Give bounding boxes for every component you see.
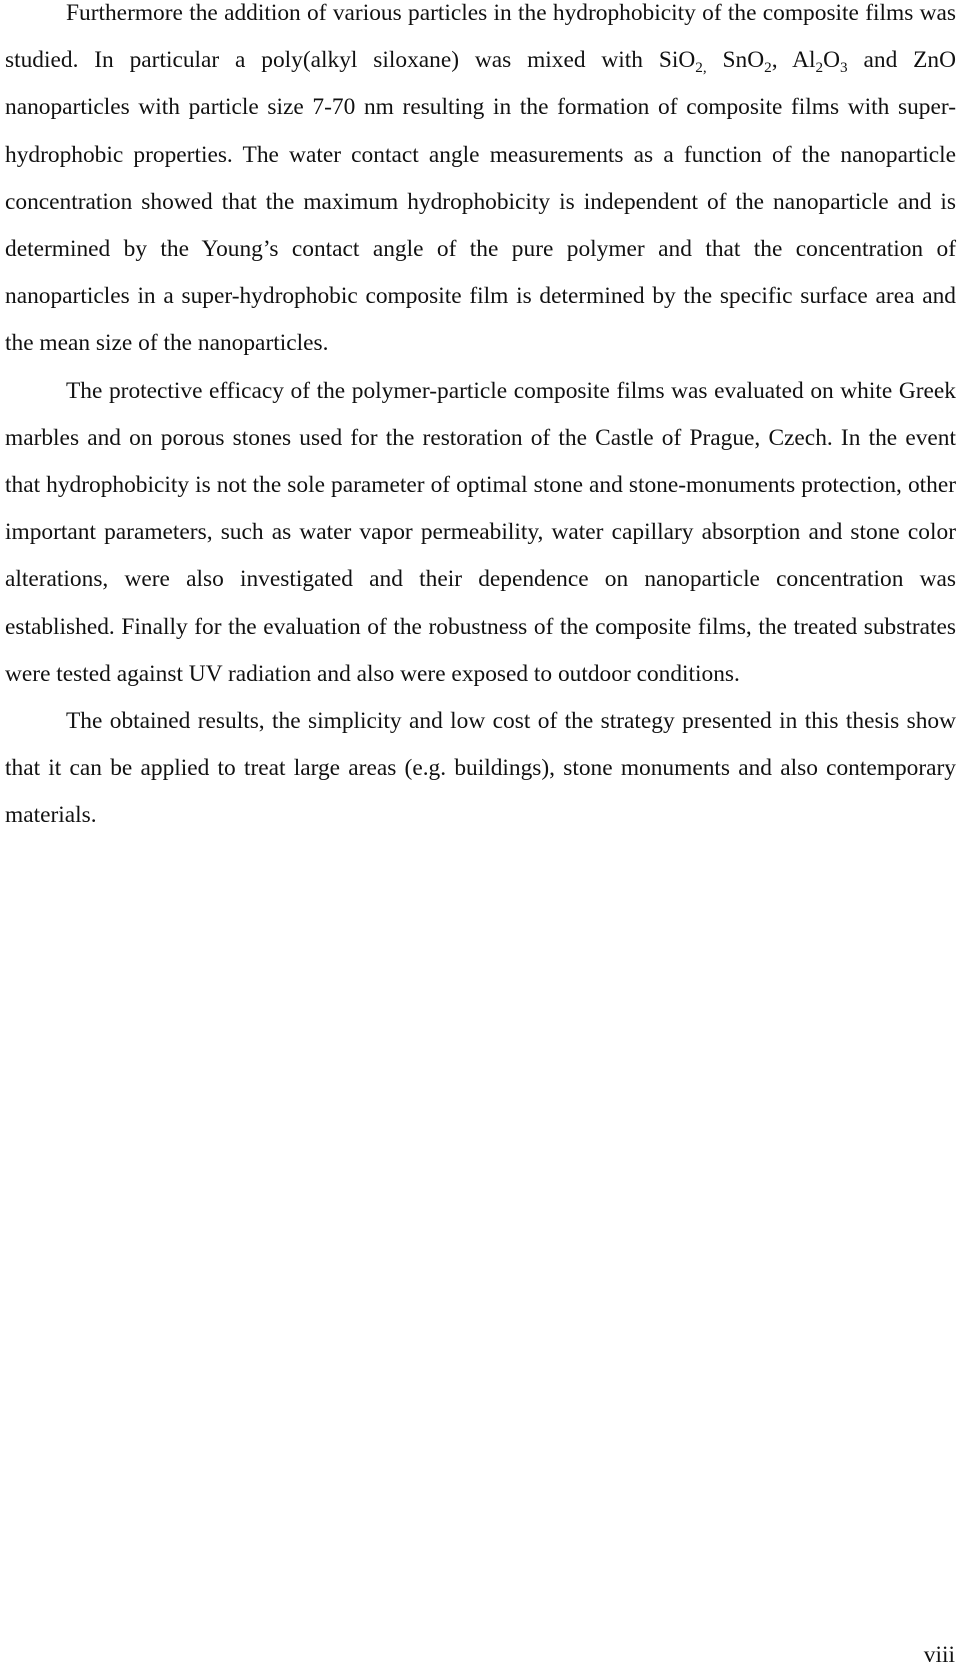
paragraph-1-text-b: and ZnO nanoparticles with particle size 7-70 nm resulting in the formation of composite films with super-hydrophobic properties. The water contact angle measurements as a function of the nanoparticle concentration showed that the maximum hydrophobicity is independent of the nanoparticle and is determined by the Young’s contact angle of the pure polymer and that the concentration of nanoparticles in a super-hydrophobic composite film is determined by the specific surface area and the mean size of the nanoparticles. <box>5 47 956 357</box>
paragraph-2: The protective efficacy of the polymer-particle composite films was evaluated on white Greek marbles and on porous stones used for the restoration of the Castle of Prague, Czech. In the event that hydrophobicity is not the sole parameter of optimal stone and stone-monuments protection, other important parameters, such as water vapor permeability, water capillary absorption and stone color alterations, were also investigated and their dependence on nanoparticle concentration was established. Finally for the evaluation of the robustness of the composite films, the treated substrates were tested against UV radiation and also were exposed to outdoor conditions. <box>5 377 956 687</box>
formula-al2o3-sub-3: 3 <box>840 59 848 77</box>
paragraph-3: The obtained results, the simplicity and low cost of the strategy presented in this thesis show that it can be applied to treat large areas (e.g. buildings), stone monuments and also contemporary materials. <box>5 708 956 829</box>
paragraph-1-sep-b: , <box>771 47 793 74</box>
formula-sio2 <box>658 47 707 77</box>
formula-al2o3 <box>792 47 848 77</box>
formula-sno2-base: SnO <box>722 47 765 74</box>
formula-sno2 <box>722 47 772 77</box>
formula-sno2-sub: 2 <box>764 59 772 77</box>
formula-al2o3-o: O <box>823 47 841 74</box>
paragraph-1-text-a: Furthermore the addition of various particles in the hydrophobicity of the composite films was studied. In particular a poly(alkyl siloxane) was mixed with <box>5 0 956 74</box>
paragraph-1-sep-a <box>707 47 723 73</box>
formula-sio2-base: SiO <box>658 47 696 74</box>
formula-al2o3-al: Al <box>792 47 816 74</box>
formula-sio2-sub: 2, <box>695 59 707 77</box>
page-number: viii <box>923 1642 955 1668</box>
body-text <box>5 0 956 840</box>
paragraph-1 <box>5 0 956 368</box>
formula-al2o3-sub-2: 2 <box>815 59 824 77</box>
